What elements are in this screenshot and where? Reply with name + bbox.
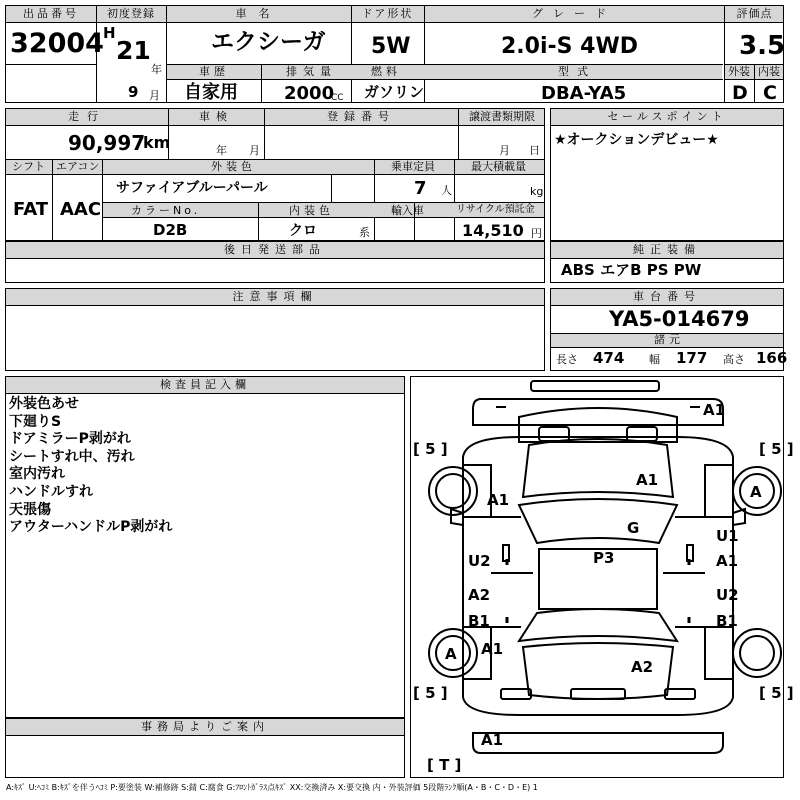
transfer-deadline-label: 譲渡書類期限 xyxy=(469,110,535,123)
registration-year: 21 xyxy=(116,36,151,65)
sales-point-text: ★オークションデビュー★ xyxy=(554,132,719,148)
car-name-label: 車名 xyxy=(235,7,282,20)
recycle-fee: 14,510 xyxy=(462,221,524,240)
inspector-line: シートすれ中、汚れ xyxy=(9,448,135,465)
inspection-month-unit: 月 xyxy=(249,144,260,157)
exterior-label: 外装 xyxy=(728,65,750,78)
model: DBA-YA5 xyxy=(541,83,627,104)
door-label: ドア形状 xyxy=(361,7,414,20)
chassis-block xyxy=(550,288,788,371)
max-load-label: 最大積載量 xyxy=(471,160,526,173)
chassis-label: 車台番号 xyxy=(633,290,701,303)
height: 166 xyxy=(756,349,788,367)
chassis-number: YA5-014679 xyxy=(609,307,750,331)
equipment-block xyxy=(550,241,784,283)
transfer-month-unit: 月 xyxy=(499,144,510,157)
exterior-color-label: 外装色 xyxy=(211,160,256,173)
inspector-line: 外装色あせ xyxy=(9,396,79,412)
transfer-day-unit: 日 xyxy=(529,144,540,157)
recycle-label: リサイクル預託金 xyxy=(456,204,535,215)
inspection-label: 車検 xyxy=(199,110,233,123)
inspector-line: ハンドルすれ xyxy=(9,483,93,500)
mark-bracket-bl: [ 5 ] xyxy=(413,684,448,702)
mark-bracket-tr: [ 5 ] xyxy=(759,440,794,458)
history: 自家用 xyxy=(184,82,238,103)
mark-p3-roof: P3 xyxy=(593,549,615,567)
mark-a1-right-door: A1 xyxy=(716,552,739,570)
history-label: 車歴 xyxy=(199,65,229,78)
mark-a1-rear-left: A1 xyxy=(481,640,504,658)
equipment-text: ABS エアB PS PW xyxy=(561,261,702,279)
interior-color-label: 内装色 xyxy=(289,204,334,217)
height-label: 高さ xyxy=(723,353,745,366)
interior-label: 内装 xyxy=(758,65,780,78)
exterior-color: サファイアブルーパール xyxy=(116,180,268,196)
mark-a1-front-left: A1 xyxy=(487,491,510,509)
office-block xyxy=(5,718,405,778)
grade-label: グレード xyxy=(532,7,616,20)
interior-color: クロ xyxy=(289,223,317,239)
length: 474 xyxy=(593,349,625,367)
door-type: 5W xyxy=(371,34,411,59)
inspection-year-unit: 年 xyxy=(216,144,227,157)
model-label: 型式 xyxy=(558,65,596,78)
fuel-label: 燃料 xyxy=(371,65,401,78)
color-number-label: カラーNo. xyxy=(131,204,201,217)
mark-a1-bottom: A1 xyxy=(481,731,504,749)
office-label: 事務局よりご案内 xyxy=(141,720,269,733)
mark-a-wheel-rl: A xyxy=(445,645,457,663)
shift-label: シフト xyxy=(12,160,45,173)
mark-a1-hood: A1 xyxy=(636,471,659,489)
notes-block xyxy=(5,288,545,371)
mark-u1-right: U1 xyxy=(716,527,739,545)
car-name: エクシーガ xyxy=(211,29,326,55)
inspector-line: 下廻りS xyxy=(9,413,62,430)
length-label: 長さ xyxy=(556,353,578,366)
score-label: 評価点 xyxy=(736,7,773,20)
mark-a1-top-right: A1 xyxy=(703,401,726,419)
first-registration-label: 初度登録 xyxy=(107,7,155,20)
capacity-unit: 人 xyxy=(441,184,452,197)
lot-number-label: 出品番号 xyxy=(23,7,79,20)
inspector-line: アウターハンドルP剥がれ xyxy=(9,519,173,536)
mark-bracket-br: [ 5 ] xyxy=(759,684,794,702)
score: 3.5 xyxy=(739,31,786,61)
interior-color-unit: 系 xyxy=(359,226,370,239)
era: H xyxy=(103,24,116,42)
inspector-lines xyxy=(9,396,172,537)
color-number: D2B xyxy=(153,221,188,239)
fuel: ガソリン xyxy=(364,83,425,101)
mark-bracket-t: [ T ] xyxy=(427,756,462,774)
later-parts-label: 後日発送部品 xyxy=(224,243,326,256)
car-outline xyxy=(411,377,785,779)
recycle-unit: 円 xyxy=(531,227,542,240)
mileage-label: 走行 xyxy=(68,110,106,123)
top-info-block xyxy=(5,5,784,103)
equipment-label: 純正装備 xyxy=(633,243,701,256)
width: 177 xyxy=(676,349,708,367)
mark-b1-left: B1 xyxy=(468,612,490,630)
ac: AAC xyxy=(60,199,102,220)
mark-a2-left: A2 xyxy=(468,586,491,604)
notes-label: 注意事項欄 xyxy=(232,290,318,303)
registration-number-label: 登録番号 xyxy=(327,110,395,123)
car-diagram xyxy=(410,376,794,778)
ac-label: エアコン xyxy=(56,160,100,173)
mark-a-wheel-fr: A xyxy=(750,483,762,501)
exterior-grade: D xyxy=(732,82,748,104)
inspector-block xyxy=(5,376,405,718)
import-label: 輸入車 xyxy=(391,204,424,217)
mark-g-glass: G xyxy=(627,519,640,537)
capacity-label: 乗車定員 xyxy=(391,160,435,173)
sales-point-label: セールスポイント xyxy=(607,110,727,123)
registration-month: 9 xyxy=(128,83,139,101)
inspector-line: ドアミラーP剥がれ xyxy=(9,431,131,448)
mark-u2-right: U2 xyxy=(716,586,739,604)
max-load-unit: kg xyxy=(530,185,544,198)
mileage: 90,997 xyxy=(68,131,146,155)
inspector-line: 室内汚れ xyxy=(9,466,65,483)
inspector-label: 検査員記入欄 xyxy=(160,378,250,391)
grade: 2.0i-S 4WD xyxy=(501,34,638,59)
later-parts-block xyxy=(5,241,545,283)
interior-grade: C xyxy=(763,82,777,104)
lot-number: 32004 xyxy=(10,28,104,59)
mileage-unit: km xyxy=(143,133,171,152)
mark-bracket-tl: [ 5 ] xyxy=(413,440,448,458)
sales-point-block xyxy=(550,108,784,241)
month-unit: 月 xyxy=(149,89,160,102)
mark-b1-right: B1 xyxy=(716,612,738,630)
shift: FAT xyxy=(13,199,49,220)
specs-label: 諸元 xyxy=(654,333,684,346)
width-label: 幅 xyxy=(649,353,660,366)
capacity: 7 xyxy=(414,178,427,199)
mark-a2-rear: A2 xyxy=(631,658,654,676)
displacement-unit: CC xyxy=(331,93,344,103)
legend-footer: A:ｷｽﾞ U:ﾍｺﾐ B:ｷｽﾞを伴うﾍｺﾐ P:要塗装 W:補修跡 S:錆 C:腐食 G:ﾌﾛﾝﾄｶﾞﾗｽ点ｷｽﾞ XX:交換済み X:要交換 内・外装評価 5段階ﾗﾝｸ順(A・B・C・D・E) 1 xyxy=(6,783,538,792)
displacement-label: 排気量 xyxy=(286,65,337,78)
details-block xyxy=(5,108,545,241)
mark-u2-left: U2 xyxy=(468,552,491,570)
inspector-line: 天張傷 xyxy=(9,501,51,518)
displacement: 2000 xyxy=(284,83,335,104)
year-unit: 年 xyxy=(151,63,162,76)
